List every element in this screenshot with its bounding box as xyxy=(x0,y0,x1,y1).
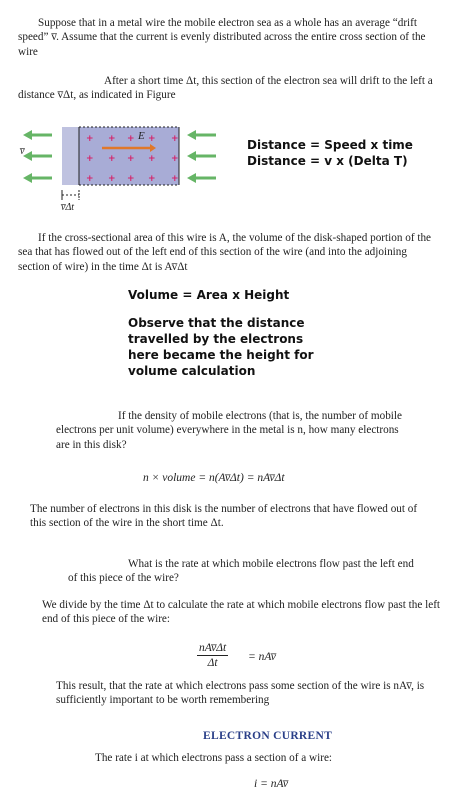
charge: + xyxy=(108,174,116,184)
electron-count-equation: n × volume = n(Av̅Δt) = nAv̅Δt xyxy=(143,472,285,484)
charge: + xyxy=(108,134,116,144)
rate-question-paragraph: What is the rate at which mobile electrons flow past the left end of this piece of the wire? xyxy=(68,558,414,585)
right-velocity-arrows xyxy=(187,130,216,183)
charge: + xyxy=(108,154,116,164)
field-label: E xyxy=(138,130,145,142)
charge: + xyxy=(148,174,156,184)
charge: + xyxy=(171,154,179,164)
note-distance-line1: Distance = Speed x time xyxy=(247,138,413,152)
charge: + xyxy=(86,134,94,144)
note-distance-line2: Distance = v x (Delta T) xyxy=(247,154,408,168)
charge: + xyxy=(148,154,156,164)
drift-paragraph: After a short time Δt, this section of the electron sea will drift to the left a distance v̅Δt, as indicated in Figure xyxy=(18,75,433,102)
distance-label: v̅Δt xyxy=(61,202,75,213)
velocity-label: v̅ xyxy=(20,146,25,157)
charge: + xyxy=(86,154,94,164)
left-velocity-arrows xyxy=(23,130,52,183)
disk-count-paragraph: The number of electrons in this disk is the number of electrons that have flowed out of this section of the wire in the short time Δt. xyxy=(30,503,418,530)
wire-section xyxy=(62,127,179,185)
charge: + xyxy=(148,134,156,144)
charge: + xyxy=(127,134,135,144)
disk-region-overlay xyxy=(62,127,79,185)
electron-current-heading: ELECTRON CURRENT xyxy=(203,730,333,742)
electron-sea-figure xyxy=(18,120,223,216)
charge: + xyxy=(127,174,135,184)
charge: + xyxy=(127,154,135,164)
density-paragraph: If the density of mobile electrons (that is, the number of mobile electrons per unit volume) everywhere in the metal is n, how many electrons are in this disk? xyxy=(56,410,402,451)
intro-paragraph: Suppose that in a metal wire the mobile electron sea as a whole has an average “drift speed” v̅. Assume that the current is evenly distributed across the entire cross section of the wire xyxy=(18,17,426,58)
rate-definition-paragraph: The rate i at which electrons pass a section of a wire: xyxy=(95,752,333,764)
result-paragraph: This result, that the rate at which electrons pass some section of the wire is nAv̅, is sufficiently important to be worth remembering xyxy=(56,680,425,707)
rate-fraction xyxy=(197,642,228,669)
electron-current-equation: i = nAv̅ xyxy=(254,778,288,790)
rate-result: = nAv̅ xyxy=(248,651,276,663)
note-volume-formula: Volume = Area x Height xyxy=(128,288,290,302)
charge: + xyxy=(171,174,179,184)
volume-paragraph: If the cross-sectional area of this wire is A, the volume of the disk-shaped portion of the sea that has flowed out of the left end of this section of the wire (and into the adjoining section of wire) in the time Δt is Av̅Δt xyxy=(18,232,432,273)
fraction-numerator: nAv̅Δt xyxy=(199,642,227,654)
note-height-observation: Observe that the distance travelled by the electrons here became the height for volume calculation xyxy=(128,316,314,378)
charge: + xyxy=(171,134,179,144)
fraction-denominator: Δt xyxy=(207,657,218,669)
divide-paragraph: We divide by the time Δt to calculate the rate at which mobile electrons flow past the left end of this piece of the wire: xyxy=(42,599,441,626)
charge: + xyxy=(86,174,94,184)
